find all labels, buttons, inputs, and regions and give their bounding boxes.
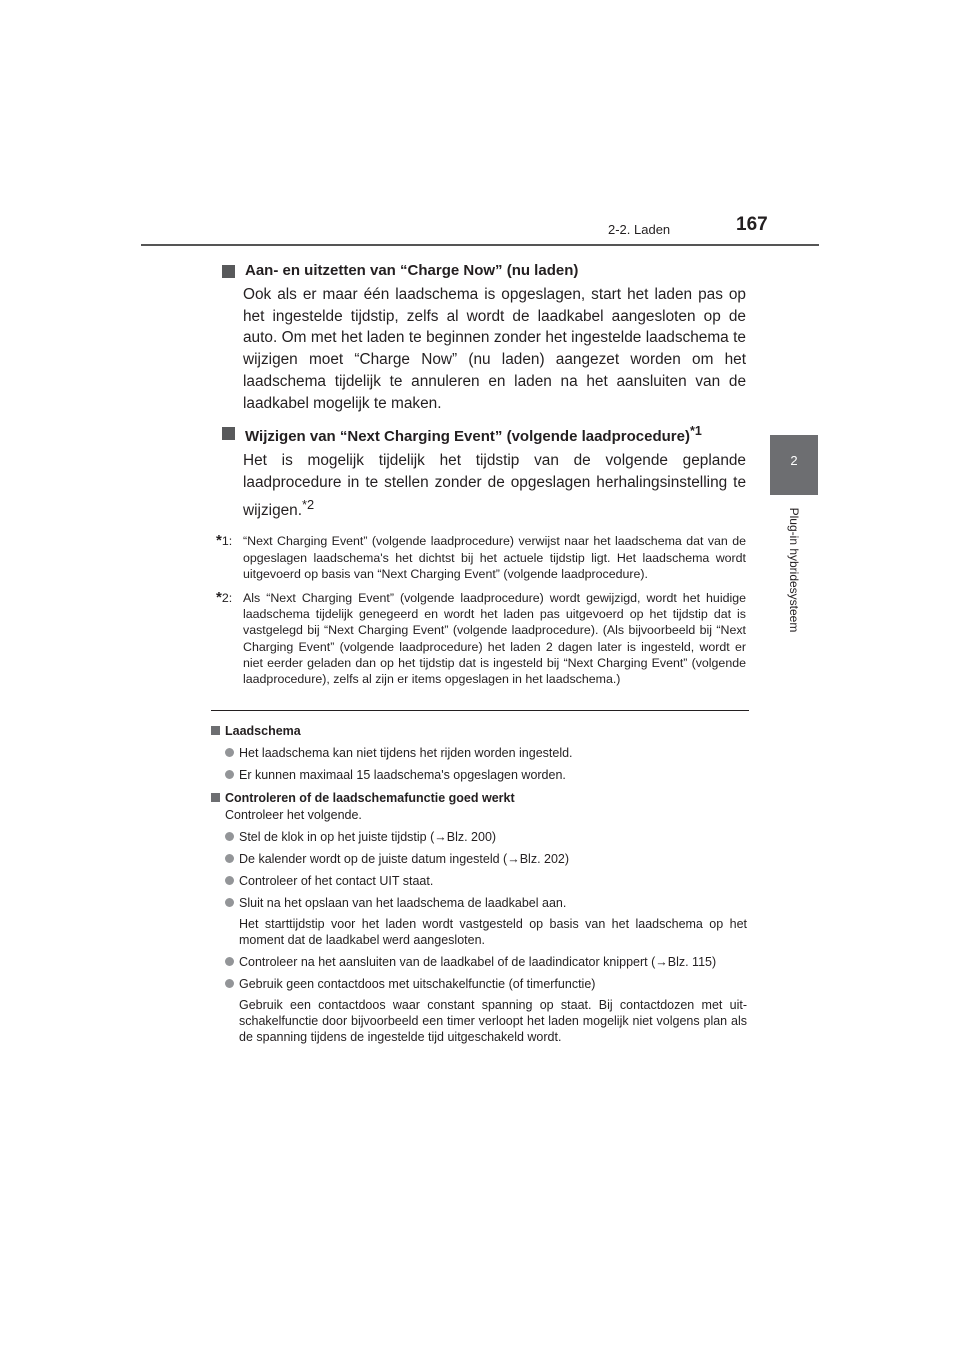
- note-bullet: [211, 767, 747, 783]
- paragraph-text: Het is mogelijk tijdelijk het tijdstip van de volgende geplande laadprocedure in te stellen zonder de opgeslagen herhalingsinstelling te wijzigen.: [243, 452, 746, 519]
- note-bullet: [211, 829, 747, 845]
- page-number: 167: [736, 214, 768, 235]
- circle-bullet-icon: [225, 854, 234, 863]
- bullet-text: De kalender wordt op de juiste datum ingesteld (→Blz. 202): [239, 852, 570, 866]
- section-paragraph: Ook als er maar één laadschema is opgeslagen, start het laden pas op het ingestelde tijdstip, zelfs al wordt de laadkabel aangesloten op de auto. Om met het laden te beginnen zonder het ingestelde laadschema te wijzigen moet “Charge Now” (nu laden) aangezet worden om het laadschema tijdelijk te annuleren en laden na het aansluiten van de laadkabel mogelijk te maken.: [243, 286, 746, 412]
- bullet-subtext: Het starttijdstip voor het laden wordt vastgesteld op basis van het laadschema op het moment dat de laadkabel werd aangesloten.: [239, 917, 747, 947]
- footnote-number: 1:: [221, 534, 233, 549]
- circle-bullet-icon: [225, 957, 234, 966]
- footnote-star: *: [216, 589, 222, 607]
- square-bullet-icon: [211, 726, 220, 735]
- section-paragraph: [243, 450, 746, 521]
- circle-bullet-icon: [225, 979, 234, 988]
- heading-text: [245, 424, 702, 445]
- chapter-number: 2: [790, 453, 798, 468]
- chapter-label: Plug-in hybridesysteem: [787, 507, 801, 633]
- footnote-text: Als “Next Charging Event” (volgende laadprocedure) wordt gewijzigd, wordt het huidige laadschema tijdelijk genegeerd en wordt het laden pas uitgevoerd op het tijdstip dat is vastgelegd bij “Next Charging Event” (volgende laadprocedure). (Als bijvoorbeeld bij “Next Charging Event” (volgende laadprocedure) het laden 2 dagen later is ingesteld, wordt er niet eerder geladen dan op het tijdstip dat is ingesteld bij “Next Charging Event” (volgende laadprocedure), zelfs al zijn er items opgeslagen in het laadschema.): [243, 591, 746, 687]
- bullet-text: Controleer na het aansluiten van de laadkabel of de laadindicator knippert (→Blz. 115): [239, 955, 717, 969]
- note-heading-text: Controleren of de laadschemafunctie goed werkt: [225, 791, 515, 805]
- footnote: [216, 590, 746, 687]
- circle-bullet-icon: [225, 770, 234, 779]
- bullet-text: Stel de klok in op het juiste tijdstip (→Blz. 200): [239, 830, 497, 844]
- note-bullet: [211, 851, 747, 867]
- square-bullet-icon: [222, 265, 235, 278]
- circle-bullet-icon: [225, 748, 234, 757]
- note-bullet: [211, 895, 747, 911]
- main-content: [216, 254, 746, 687]
- chapter-tab: [770, 435, 818, 495]
- notes-block: [211, 719, 747, 1045]
- bullet-text: Gebruik geen contactdoos met uitschakelfunctie (of timerfunctie): [239, 977, 596, 991]
- footnote-mark: [216, 590, 243, 687]
- note-bullet: [211, 954, 747, 970]
- bullet-text: Het laadschema kan niet tijdens het rijden worden ingesteld.: [239, 746, 573, 760]
- chapter-label-box: [770, 500, 818, 640]
- heading-label: Wijzigen van “Next Charging Event” (volgende laadprocedure): [245, 428, 690, 446]
- note-bullet: [211, 873, 747, 889]
- note-intro: Controleer het volgende.: [225, 808, 362, 822]
- square-bullet-icon: [222, 427, 235, 440]
- circle-bullet-icon: [225, 876, 234, 885]
- section-heading: [216, 424, 746, 445]
- circle-bullet-icon: [225, 898, 234, 907]
- bullet-text: Er kunnen maximaal 15 laadschema's opgeslagen worden.: [239, 768, 566, 782]
- note-heading-text: Laadschema: [225, 724, 301, 738]
- circle-bullet-icon: [225, 832, 234, 841]
- notes-divider: [211, 710, 749, 711]
- section-reference: 2-2. Laden: [608, 222, 671, 237]
- footnote-ref: *2: [302, 496, 315, 512]
- section-heading: [216, 262, 746, 279]
- bullet-text: Controleer of het contact UIT staat.: [239, 874, 434, 888]
- note-heading: [211, 723, 747, 739]
- header-rule: [141, 244, 819, 246]
- footnote-number: 2:: [221, 591, 233, 606]
- note-heading: [211, 790, 747, 806]
- heading-text: Aan- en uitzetten van “Charge Now” (nu laden): [245, 262, 579, 279]
- bullet-text: Sluit na het opslaan van het laadschema de laadkabel aan.: [239, 896, 567, 910]
- footnote-mark: [216, 533, 243, 582]
- footnote-text: “Next Charging Event” (volgende laadprocedure) verwijst naar het laadschema dat van de opgeslagen laadschema's het dichtst bij het actuele tijdstip ligt. Het laadschema wordt uitgevoerd op basis van “Next Charging Event” (volgende laadprocedure).: [243, 534, 746, 581]
- footnote: [216, 533, 746, 582]
- note-bullet: [211, 745, 747, 761]
- note-bullet: [211, 976, 747, 992]
- footnote-star: *: [216, 532, 222, 550]
- footnote-ref: *1: [689, 424, 702, 439]
- square-bullet-icon: [211, 793, 220, 802]
- bullet-subtext: Gebruik een contactdoos waar constant spanning op staat. Bij contactdozen met uit-schakelfunctie door bijvoorbeeld een timer verloopt het laden mogelijk niet volgens plan als de spanning tijdens de ingestelde tijd uitgeschakeld wordt.: [239, 998, 747, 1044]
